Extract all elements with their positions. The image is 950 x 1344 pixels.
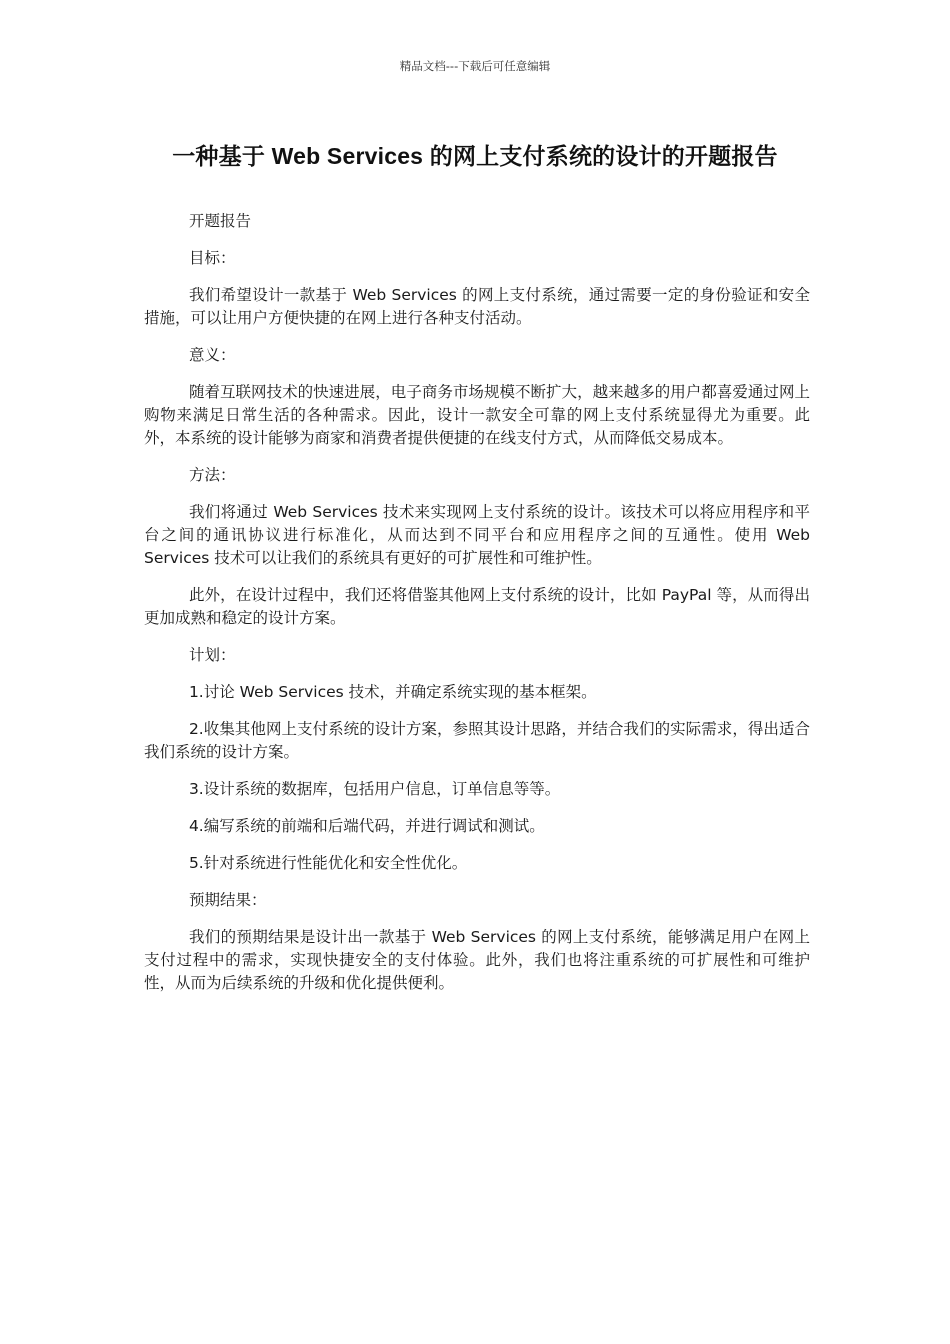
section-heading-significance: 意义： — [188, 346, 236, 364]
section-heading-expected-results: 预期结果： — [188, 891, 267, 909]
section-heading-goal: 目标： — [188, 249, 236, 267]
paragraph-method: 我们将通过 Web Services 技术来实现网上支付系统的设计。该技术可以将应用程序和平台之间的通讯协议进行标准化，从而达到不同平台和应用程序之间的互通性。使用 Web Services 技术可以让我们的系统具有更好的可扩展性和可维护性。 — [144, 503, 810, 567]
paragraph-expected-results: 我们的预期结果是设计出一款基于 Web Services 的网上支付系统，能够满足用户在网上支付过程中的需求，实现快捷安全的支付体验。此外，我们也将注重系统的可扩展性和可维护性，从而为后续系统的升级和优化提供便利。 — [144, 928, 810, 992]
paragraph-goal: 我们希望设计一款基于 Web Services 的网上支付系统，通过需要一定的身份验证和安全措施，可以让用户方便快捷的在网上进行各种支付活动。 — [144, 286, 810, 327]
paragraph-significance: 随着互联网技术的快速进展，电子商务市场规模不断扩大，越来越多的用户都喜爱通过网上购物来满足日常生活的各种需求。因此，设计一款安全可靠的网上支付系统显得尤为重要。此外，本系统的设计能够为商家和消费者提供便捷的在线支付方式，从而降低交易成本。 — [144, 383, 810, 447]
plan-item-5: 5.针对系统进行性能优化和安全性优化。 — [188, 854, 468, 872]
document-body — [144, 210, 810, 1009]
page-header: 精品文档---下载后可任意编辑 — [399, 59, 551, 73]
plan-item-4: 4.编写系统的前端和后端代码，并进行调试和测试。 — [188, 817, 545, 835]
paragraph-method-extra: 此外，在设计过程中，我们还将借鉴其他网上支付系统的设计，比如 PayPal 等，从而得出更加成熟和稳定的设计方案。 — [144, 586, 810, 627]
section-heading-plan: 计划： — [188, 646, 236, 664]
plan-item-1: 1.讨论 Web Services 技术，并确定系统实现的基本框架。 — [188, 683, 597, 701]
document-title: 一种基于 Web Services 的网上支付系统的设计的开题报告 — [172, 143, 778, 169]
section-heading-method: 方法： — [188, 466, 236, 484]
plan-item-3: 3.设计系统的数据库，包括用户信息，订单信息等等。 — [188, 780, 561, 798]
section-heading-report: 开题报告 — [188, 212, 251, 230]
plan-item-2: 2.收集其他网上支付系统的设计方案，参照其设计思路，并结合我们的实际需求，得出适合我们系统的设计方案。 — [144, 720, 810, 761]
